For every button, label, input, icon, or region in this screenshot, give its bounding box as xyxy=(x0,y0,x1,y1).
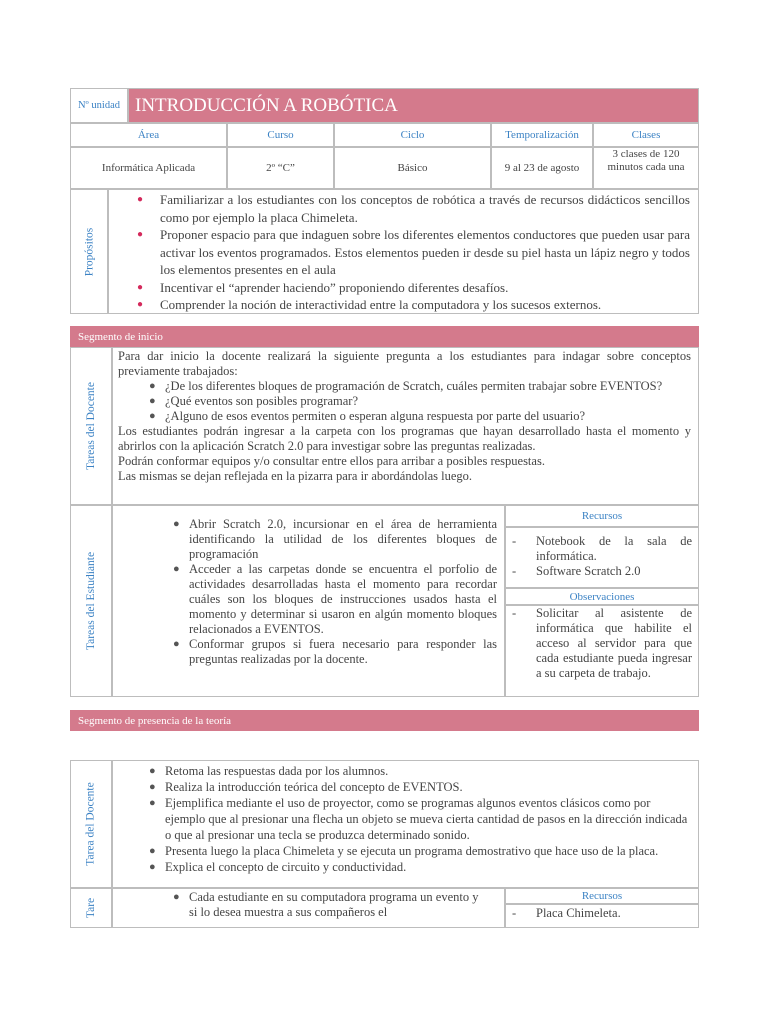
value-temporalizacion: 9 al 23 de agosto xyxy=(491,147,593,189)
inicio-docente-label: Tareas del Docente xyxy=(70,347,112,505)
propositos-list xyxy=(137,191,690,314)
list-item: - Solicitar al asistente de informática que habilite el acceso al servidor para que cada estudiante pueda ingresar a su carpeta de trabajo. xyxy=(512,606,692,680)
list-item: ● Ejemplifica mediante el uso de proyector, como se programas algunos eventos clásicos como por ejemplo que al presionar una flecha un objeto se mueva cierta cantidad de pasos en la dirección indicada o que al presionar una tecla se produzca determinado sonido. xyxy=(149,796,688,842)
unit-title: INTRODUCCIÓN A ROBÓTICA xyxy=(135,95,398,116)
bullet-icon: ● xyxy=(149,797,156,809)
docente-paragraph: Los estudiantes podrán ingresar a la carpeta con los programas que hayan desarrollado hasta el momento y abrirlos con la aplicación Scratch 2.0 para investigar sobre las preguntas realizadas. xyxy=(118,424,691,453)
bullet-icon: ● xyxy=(149,765,156,777)
teoria-docente-label: Tarea del Docente xyxy=(70,760,112,888)
list-item: ● Comprender la noción de interactividad entre la computadora y los sucesos externos. xyxy=(137,297,602,312)
observaciones-content xyxy=(505,605,699,697)
bullet-icon: ● xyxy=(173,891,180,903)
list-item: ● ¿De los diferentes bloques de programación de Scratch, cuáles permiten trabajar sobre EVENTOS? xyxy=(149,379,663,393)
list-item: - Software Scratch 2.0 xyxy=(512,564,641,578)
docente-paragraph: Las mismas se dejan reflejada en la pizarra para ir abordándolas luego. xyxy=(118,469,473,483)
list-item: ● Presenta luego la placa Chimeleta y se ejecuta un programa demostrativo que hace uso de la placa. xyxy=(149,844,659,858)
teoria-recursos-header: Recursos xyxy=(505,888,699,904)
teoria-recursos-list xyxy=(512,906,692,921)
propositos-content xyxy=(108,189,699,314)
list-item: ● Familiarizar a los estudiantes con los conceptos de robótica a través de recursos didácticos sencillos como por ejemplo la placa Chimeleta. xyxy=(137,192,690,225)
recursos-list xyxy=(512,534,692,579)
unit-title-cell xyxy=(128,88,699,123)
list-item: ● ¿Alguno de esos eventos permiten o esperan alguna respuesta por parte del usuario? xyxy=(149,409,585,423)
header-curso: Curso xyxy=(227,123,334,147)
inicio-estudiante-label: Tareas del Estudiante xyxy=(70,505,112,697)
propositos-label: Propósitos xyxy=(70,189,108,314)
list-item: - Notebook de la sala de informática. xyxy=(512,534,692,563)
inicio-docente-content xyxy=(112,347,699,505)
bullet-icon: ● xyxy=(173,638,180,650)
estudiante-list xyxy=(173,517,497,667)
value-clases: 3 clases de 120 minutos cada una xyxy=(593,147,699,189)
bullet-icon: ● xyxy=(149,781,156,793)
docente-questions xyxy=(118,379,691,424)
list-item: ● Conformar grupos si fuera necesario para responder las preguntas realizadas por la docente. xyxy=(173,637,497,666)
list-item: ● Incentivar el “aprender haciendo” proponiendo diferentes desafíos. xyxy=(137,279,509,295)
list-item: ● Acceder a las carpetas donde se encuentra el porfolio de actividades desarrolladas hasta el momento para recordar cuáles son los bloques de instrucciones usados hasta el momento y determinar si usaron en algún momento bloques relacionados a EVENTOS. xyxy=(173,562,497,636)
list-item: ● Abrir Scratch 2.0, incursionar en el área de herramienta identificando la utilidad de los diferentes bloques de programación xyxy=(173,517,497,561)
docente-paragraph: Podrán conformar equipos y/o consultar entre ellos para arribar a posibles respuestas. xyxy=(118,454,545,468)
value-area: Informática Aplicada xyxy=(70,147,227,189)
bullet-icon: ● xyxy=(149,380,156,392)
bullet-icon: ● xyxy=(149,861,156,873)
segment-inicio-bar: Segmento de inicio xyxy=(70,326,699,347)
observaciones-header: Observaciones xyxy=(505,588,699,605)
teoria-docente-content xyxy=(112,760,699,888)
bullet-icon: ● xyxy=(149,845,156,857)
teoria-docente-list xyxy=(149,763,690,875)
header-area: Área xyxy=(70,123,227,147)
observaciones-list xyxy=(512,606,692,681)
bullet-icon: ● xyxy=(137,194,144,205)
inicio-estudiante-content xyxy=(112,505,505,697)
list-item: ● Retoma las respuestas dada por los alumnos. xyxy=(149,764,389,778)
list-item: ● Cada estudiante en su computadora programa un evento y si lo desea muestra a sus compañeros el xyxy=(173,890,479,919)
bullet-icon: ● xyxy=(149,410,156,422)
header-clases: Clases xyxy=(593,123,699,147)
value-ciclo: Básico xyxy=(334,147,491,189)
recursos-header: Recursos xyxy=(505,505,699,527)
teoria-tare-label: Tare xyxy=(70,888,112,928)
recursos-content xyxy=(505,527,699,588)
tare-list xyxy=(173,890,479,920)
header-ciclo: Ciclo xyxy=(334,123,491,147)
teoria-tare-content xyxy=(112,888,505,928)
bullet-icon: ● xyxy=(137,281,144,293)
bullet-icon: ● xyxy=(173,518,180,530)
bullet-icon: ● xyxy=(137,229,144,240)
bullet-icon: ● xyxy=(149,395,156,407)
value-curso: 2º “C” xyxy=(227,147,334,189)
unit-number-label: Nº unidad xyxy=(70,88,128,123)
segment-teoria-bar: Segmento de presencia de la teoría xyxy=(70,710,699,731)
bullet-icon: ● xyxy=(173,563,180,575)
list-item: ● Explica el concepto de circuito y conductividad. xyxy=(149,860,407,874)
teoria-recursos-content xyxy=(505,904,699,928)
header-temporalizacion: Temporalización xyxy=(491,123,593,147)
list-item: ● Realiza la introducción teórica del concepto de EVENTOS. xyxy=(149,780,463,794)
bullet-icon: ● xyxy=(137,299,144,310)
list-item: ● Proponer espacio para que indaguen sobre los diferentes elementos conductores que pueden usar para activar los eventos programados. Estos elementos pueden ir desde su piel hasta un lápiz negro y todos los elementos presentes en el aula xyxy=(137,227,690,277)
list-item: ● ¿Qué eventos son posibles programar? xyxy=(149,394,358,408)
docente-intro: Para dar inicio la docente realizará la siguiente pregunta a los estudiantes para indagar sobre conceptos previamente trabajados: xyxy=(118,349,691,378)
list-item: - Placa Chimeleta. xyxy=(512,906,621,920)
